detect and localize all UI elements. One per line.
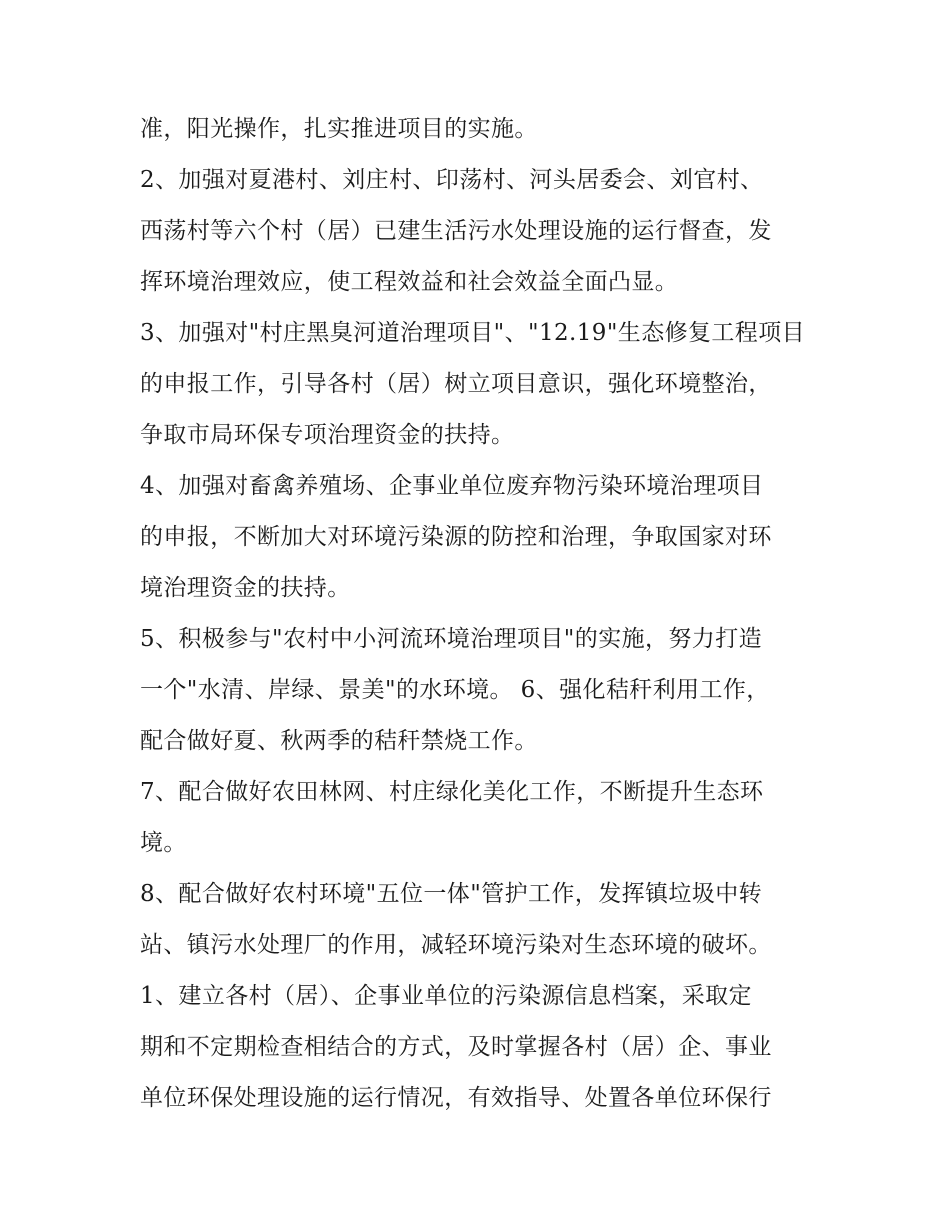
- text-line: 8、配合做好农村环境"五位一体"管护工作，发挥镇垃圾中转: [140, 881, 762, 907]
- text-line: 挥环境治理效应，使工程效益和社会效益全面凸显。: [140, 269, 679, 295]
- text-line: 7、配合做好农田林网、村庄绿化美化工作，不断提升生态环: [140, 779, 764, 805]
- text-line: 的申报工作，引导各村（居）树立项目意识，强化环境整治，: [140, 371, 772, 397]
- text-line: 5、积极参与"农村中小河流环境治理项目"的实施，努力打造: [140, 626, 762, 652]
- text-line: 站、镇污水处理厂的作用，减轻环境污染对生态环境的破坏。: [140, 932, 772, 958]
- text-line: 境。: [140, 830, 187, 856]
- text-line: 4、加强对畜禽养殖场、企事业单位废弃物污染环境治理项目: [140, 473, 764, 499]
- text-line: 境治理资金的扶持。: [140, 575, 351, 601]
- text-line: 3、加强对"村庄黑臭河道治理项目"、"12.19"生态修复工程项目: [140, 320, 805, 346]
- text-line: 一个"水清、岸绿、景美"的水环境。 6、强化秸秆利用工作，: [140, 677, 770, 703]
- text-line: 单位环保处理设施的运行情况，有效指导、处置各单位环保行: [140, 1085, 772, 1111]
- text-line: 争取市局环保专项治理资金的扶持。: [140, 422, 515, 448]
- text-line: 2、加强对夏港村、刘庄村、印荡村、河头居委会、刘官村、: [140, 167, 764, 193]
- text-line: 1、建立各村（居）、企事业单位的污染源信息档案，采取定: [140, 983, 752, 1009]
- text-line: 的申报，不断加大对环境污染源的防控和治理，争取国家对环: [140, 524, 772, 550]
- text-line: 期和不定期检查相结合的方式，及时掌握各村（居）企、事业: [140, 1034, 772, 1060]
- text-line: 准，阳光操作，扎实推进项目的实施。: [140, 116, 538, 142]
- text-line: 配合做好夏、秋两季的秸秆禁烧工作。: [140, 728, 538, 754]
- text-line: 西荡村等六个村（居）已建生活污水处理设施的运行督查，发: [140, 218, 772, 244]
